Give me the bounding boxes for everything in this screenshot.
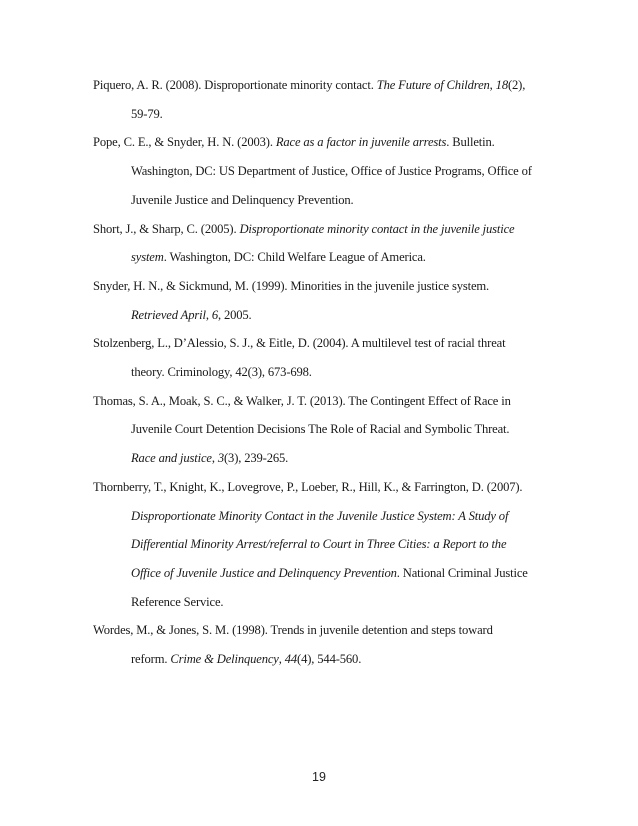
reference-text: Snyder, H. N., & Sickmund, M. (1999). Minorities in the juvenile justice system. bbox=[93, 278, 490, 293]
reference-text: theory. Criminology, 42(3), 673-698. bbox=[131, 365, 312, 380]
reference-entry bbox=[93, 71, 553, 128]
reference-text: . Bulletin. bbox=[446, 135, 495, 150]
reference-text: reform. bbox=[131, 652, 171, 667]
reference-first-line bbox=[93, 473, 553, 502]
reference-text: 59-79. bbox=[131, 106, 163, 121]
reference-first-line bbox=[93, 272, 553, 301]
reference-entry bbox=[93, 616, 553, 673]
reference-entry bbox=[93, 215, 553, 272]
reference-entry bbox=[93, 128, 553, 214]
reference-continuation-line bbox=[93, 100, 553, 129]
reference-continuation-line bbox=[93, 645, 553, 674]
italic-text: Crime & Delinquency bbox=[170, 652, 279, 667]
italic-text: Differential Minority Arrest/referral to Court in Three Cities: a Report to the bbox=[131, 537, 507, 552]
reference-first-line bbox=[93, 71, 553, 100]
reference-text: Thornberry, T., Knight, K., Lovegrove, P., Loeber, R., Hill, K., & Farrington, D. (2007). bbox=[93, 479, 523, 494]
italic-text: Disproportionate minority contact in the juvenile justice bbox=[239, 221, 515, 236]
reference-text: Thomas, S. A., Moak, S. C., & Walker, J. T. (2013). The Contingent Effect of Race in bbox=[93, 393, 511, 408]
reference-entry bbox=[93, 473, 553, 617]
italic-text: 44 bbox=[284, 652, 298, 667]
reference-text: , bbox=[205, 307, 212, 322]
reference-continuation-line bbox=[93, 444, 553, 473]
reference-continuation-line bbox=[93, 243, 553, 272]
italic-text: system bbox=[131, 250, 164, 265]
reference-text: Piquero, A. R. (2008). Disproportionate minority contact. bbox=[93, 78, 377, 92]
reference-text: Reference Service. bbox=[131, 594, 224, 609]
italic-text: Race as a factor in juvenile arrests bbox=[275, 135, 447, 150]
reference-text: Juvenile Justice and Delinquency Prevention. bbox=[131, 192, 354, 207]
reference-text: , 2005. bbox=[217, 307, 252, 322]
italic-text: Retrieved April bbox=[131, 307, 206, 322]
reference-first-line bbox=[93, 215, 553, 244]
reference-text: Stolzenberg, L., D’Alessio, S. J., & Eitle, D. (2004). A multilevel test of racial threat bbox=[93, 336, 506, 351]
reference-list bbox=[93, 71, 553, 674]
reference-entry bbox=[93, 272, 553, 329]
reference-text: (2), bbox=[507, 78, 526, 92]
reference-continuation-line bbox=[93, 157, 553, 186]
reference-text: , bbox=[489, 78, 496, 92]
reference-text: Wordes, M., & Jones, S. M. (1998). Trends in juvenile detention and steps toward bbox=[93, 623, 493, 638]
reference-text: (3), 239-265. bbox=[224, 451, 289, 466]
reference-text: . National Criminal Justice bbox=[396, 565, 528, 580]
reference-text: , bbox=[278, 652, 285, 667]
page-number: 19 bbox=[312, 770, 326, 784]
reference-first-line bbox=[93, 329, 553, 358]
reference-text: . Washington, DC: Child Welfare League of America. bbox=[163, 250, 426, 265]
reference-continuation-line bbox=[93, 301, 553, 330]
reference-entry bbox=[93, 387, 553, 473]
reference-first-line bbox=[93, 616, 553, 645]
reference-entry bbox=[93, 329, 553, 386]
reference-continuation-line bbox=[93, 559, 553, 588]
reference-text: , bbox=[211, 451, 218, 466]
italic-text: Office of Juvenile Justice and Delinquency Prevention bbox=[131, 565, 397, 580]
italic-text: 6 bbox=[211, 307, 218, 322]
reference-text: (4), 544-560. bbox=[297, 652, 362, 667]
reference-continuation-line bbox=[93, 588, 553, 617]
reference-continuation-line bbox=[93, 530, 553, 559]
reference-continuation-line bbox=[93, 502, 553, 531]
reference-first-line bbox=[93, 387, 553, 416]
reference-text: Washington, DC: US Department of Justice, Office of Justice Programs, Office of bbox=[131, 164, 532, 179]
italic-text: Race and justice bbox=[131, 451, 212, 466]
reference-continuation-line bbox=[93, 415, 553, 444]
reference-continuation-line bbox=[93, 358, 553, 387]
reference-text: Short, J., & Sharp, C. (2005). bbox=[93, 221, 240, 236]
italic-text: Disproportionate Minority Contact in the Juvenile Justice System: A Study of bbox=[131, 508, 509, 523]
italic-text: 18 bbox=[495, 78, 508, 92]
reference-continuation-line bbox=[93, 186, 553, 215]
italic-text: 3 bbox=[217, 451, 224, 466]
reference-text: Pope, C. E., & Snyder, H. N. (2003). bbox=[93, 135, 276, 150]
italic-text: The Future of Children bbox=[376, 78, 490, 92]
reference-text: Juvenile Court Detention Decisions The Role of Racial and Symbolic Threat. bbox=[131, 422, 510, 437]
reference-first-line bbox=[93, 128, 553, 157]
